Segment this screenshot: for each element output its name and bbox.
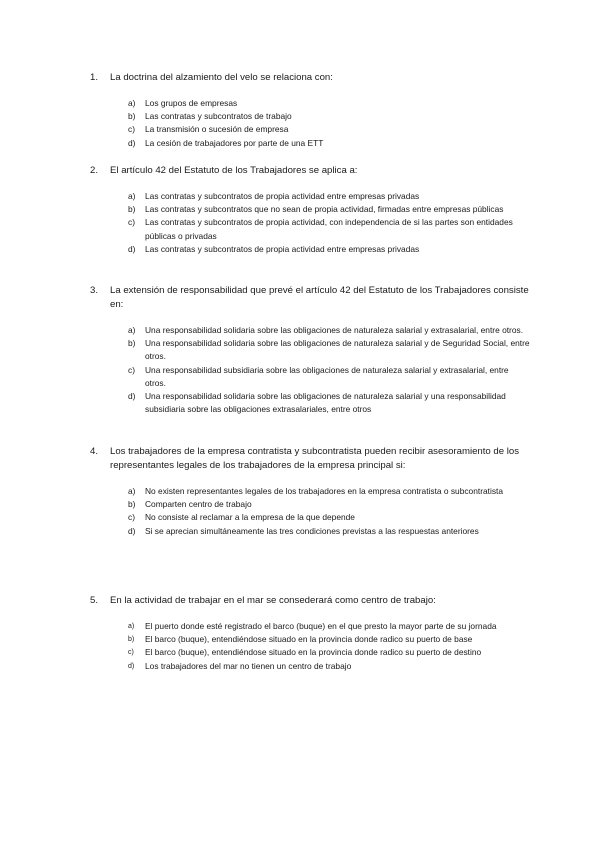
question-3	[90, 284, 530, 416]
answer-option	[128, 485, 530, 498]
option-text: Una responsabilidad solidaria sobre las obligaciones de naturaleza salarial y de Seguridad Social, entre otros.	[145, 338, 530, 362]
answer-option	[128, 646, 530, 659]
option-letter: b)	[128, 338, 136, 349]
question-text: El artículo 42 del Estatuto de los Trabajadores se aplica a:	[110, 165, 358, 176]
answer-option	[128, 525, 530, 538]
answer-option	[128, 216, 530, 242]
option-text: Las contratas y subcontratos de propia actividad entre empresas privadas	[145, 243, 420, 254]
question-number: 3.	[90, 285, 99, 296]
option-letter: c)	[128, 124, 135, 135]
option-letter: d)	[128, 662, 135, 670]
answer-option	[128, 137, 530, 150]
answer-option	[128, 620, 530, 633]
question-number: 2.	[90, 165, 99, 176]
answer-options	[128, 190, 530, 256]
question-text: La extensión de responsabilidad que prevé el artículo 42 del Estatuto de los Trabajadores consiste en:	[110, 285, 529, 310]
option-letter: a)	[128, 325, 136, 335]
answer-option	[128, 203, 530, 216]
question-1	[90, 71, 530, 150]
answer-option	[128, 123, 530, 136]
question-text: La doctrina del alzamiento del velo se relaciona con:	[110, 72, 333, 83]
option-letter: c)	[128, 217, 135, 228]
option-letter: a)	[128, 486, 136, 496]
option-letter: d)	[128, 243, 136, 254]
question-5	[90, 594, 530, 673]
option-letter: c)	[128, 649, 134, 657]
option-text: Las contratas y subcontratos de propia actividad, con independencia de si las partes son entidades públicas o privadas	[145, 217, 513, 241]
answer-options	[128, 485, 530, 538]
option-text: No consiste al reclamar a la empresa de la que depende	[145, 512, 355, 523]
option-text: Si se aprecian simultáneamente las tres condiciones previstas a las respuestas anteriores	[145, 525, 479, 536]
answer-option	[128, 364, 530, 390]
option-text: Comparten centro de trabajo	[145, 499, 252, 510]
question-number: 5.	[90, 595, 99, 606]
question-text: En la actividad de trabajar en el mar se consederará como centro de trabajo:	[110, 595, 436, 606]
option-letter: b)	[128, 204, 136, 215]
answer-option	[128, 633, 530, 646]
answer-options	[128, 620, 530, 673]
answer-option	[128, 337, 530, 363]
answer-option	[128, 97, 530, 110]
answer-option	[128, 243, 530, 256]
option-text: El puerto donde esté registrado el barco (buque) en el que presto la mayor parte de su jornada	[145, 621, 497, 631]
option-letter: c)	[128, 512, 135, 523]
option-letter: a)	[128, 191, 136, 201]
question-text: Los trabajadores de la empresa contratista y subcontratista pueden recibir asesoramiento de los representantes legales de los trabajadores de la empresa principal si:	[110, 446, 520, 471]
option-letter: b)	[128, 111, 136, 122]
option-text: Las contratas y subcontratos de propia actividad entre empresas privadas	[145, 191, 420, 201]
option-letter: d)	[128, 391, 136, 402]
answer-options	[128, 97, 530, 150]
question-number: 4.	[90, 446, 99, 457]
option-text: Las contratas y subcontratos que no sean de propia actividad, firmadas entre empresas públicas	[145, 204, 504, 215]
option-letter: d)	[128, 525, 136, 536]
question-header	[90, 445, 530, 473]
option-text: El barco (buque), entendiéndose situado en la provincia donde radico su puerto de destino	[145, 647, 482, 658]
answer-option	[128, 498, 530, 511]
question-4	[90, 445, 530, 538]
answer-options	[128, 324, 530, 416]
answer-option	[128, 390, 530, 416]
question-header	[90, 594, 530, 608]
option-text: No existen representantes legales de los trabajadores en la empresa contratista o subcontratista	[145, 486, 504, 496]
option-text: La cesión de trabajadores por parte de una ETT	[145, 137, 324, 148]
option-letter: d)	[128, 137, 136, 148]
option-text: El barco (buque), entendiéndose situado en la provincia donde radico su puerto de base	[145, 634, 473, 645]
answer-option	[128, 511, 530, 524]
option-letter: b)	[128, 636, 135, 644]
option-letter: c)	[128, 364, 135, 375]
option-text: Las contratas y subcontratos de trabajo	[145, 111, 292, 122]
option-letter: b)	[128, 499, 136, 510]
answer-option	[128, 110, 530, 123]
question-header	[90, 284, 530, 312]
option-letter: a)	[128, 623, 135, 630]
answer-option	[128, 660, 530, 673]
question-header	[90, 71, 530, 85]
answer-option	[128, 190, 530, 203]
answer-option	[128, 324, 530, 337]
option-text: Una responsabilidad solidaria sobre las obligaciones de naturaleza salarial y extrasalarial, entre otros.	[145, 325, 524, 335]
option-text: Una responsabilidad solidaria sobre las obligaciones de naturaleza salarial y una responsabilidad subsidiaria sobre las obligaciones extrasalariales, entre otros	[145, 391, 506, 415]
option-text: Los grupos de empresas	[145, 98, 238, 108]
option-text: Los trabajadores del mar no tienen un centro de trabajo	[145, 660, 352, 671]
option-text: La transmisión o sucesión de empresa	[145, 124, 289, 135]
option-text: Una responsabilidad subsidiaria sobre las obligaciones de naturaleza salarial y extrasalarial, entre otros.	[145, 364, 509, 388]
question-2	[90, 164, 530, 256]
question-number: 1.	[90, 72, 99, 83]
question-header	[90, 164, 530, 178]
option-letter: a)	[128, 98, 136, 108]
